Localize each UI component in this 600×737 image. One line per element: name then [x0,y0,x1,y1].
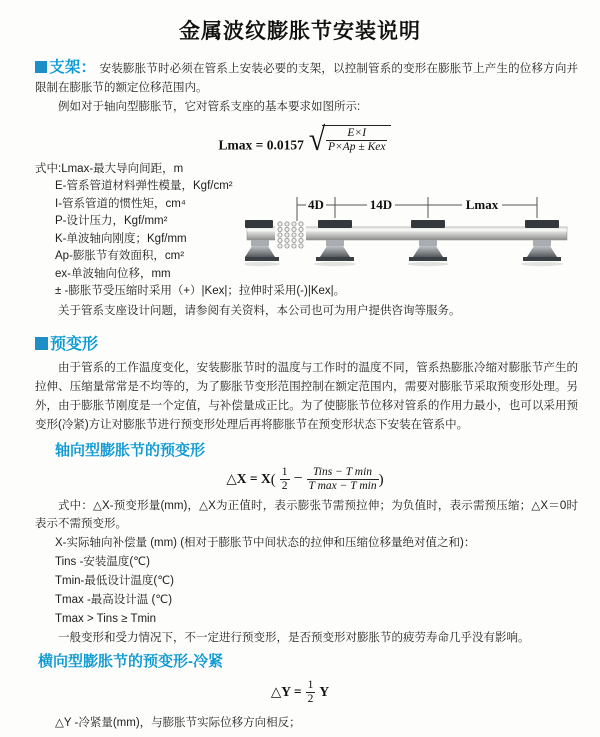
axial-frac-denominator: T max − T min [308,479,377,492]
open-paren: ( [270,471,276,488]
half-numerator: 1 [281,465,288,478]
page-title: 金属波纹膨胀节安装说明 [179,20,421,43]
axial-subsection-heading: 轴向型膨胀节的预变形 [55,441,206,459]
bellows-icon [275,221,306,247]
axial-definition-list [0,534,600,629]
radical-sign: √ [308,121,326,158]
definition-line: Tmax > Tins ≥ Tmin [55,612,156,625]
lateral-formula-rhs: Y [319,683,330,699]
axial-note: 一般变形和受力情况下，不一定进行预变形，是否预变形对膨胀节的疲劳寿命几乎没有影响。 [58,631,530,644]
pipe-support-diagram [245,191,590,271]
definition-line: K-单波轴向刚度；Kgf/mm [55,232,187,245]
definition-line: X-实际轴向补偿量 (mm) (相对于膨胀节中间状态的拉伸和压缩位移量绝对值之和)： [55,536,476,549]
preform-heading-text: 预变形 [50,335,99,353]
definition-line: 式中:Lmax-最大导向间距，m [35,162,184,175]
definitions-and-diagram [0,161,600,301]
support-intro-paragraph [35,58,578,98]
minus-sign: − [293,469,303,487]
dimension-lines [297,197,537,221]
preform-section-heading [35,331,578,354]
lmax-formula-numerator: E×I [347,127,367,139]
lateral-frac-denominator: 2 [307,692,314,705]
definition-line: Tmax -最高设计温 (℃) [55,593,173,606]
lmax-formula-denominator: P×Ap ± Kex [327,141,386,153]
dimension-label-4d: 4D [308,196,324,212]
lateral-note: △Y -冷紧量(mm)，与膨胀节实际位移方向相反； [55,716,301,729]
lateral-subsection-heading: 横向型膨胀节的预变形-冷紧 [38,652,223,670]
definition-line: I-管系管道的惯性矩，cm⁴ [55,197,186,210]
axial-explain-paragraph: 式中：△X-预变形量(mm)，△X为正值时，表示膨张节需预拉伸；为负值时，表示需预压缩；△X＝0时表示不需预变形。 [35,499,578,530]
half-denominator: 2 [281,479,288,492]
support-example-line: 例如对于轴向型膨胀节，它对管系支座的基本要求如图所示: [58,101,361,113]
section-bullet-icon [35,61,47,73]
definition-line: ± -膨胀节受压缩时采用（+）|Kex|；拉伸时采用(-)|Kex|。 [55,285,346,297]
lateral-formula [0,679,600,706]
close-paren: ) [378,471,384,488]
definition-line: P-设计压力，Kgf/mm² [55,215,168,227]
axial-formula-lhs: △X = X [226,470,271,486]
axial-formula [10,466,600,493]
support-note: 关于管系支座设计问题，请参阅有关资料，本公司也可为用户提供咨询等服务。 [58,304,461,317]
pipe-support [314,220,356,266]
dimension-label-lmax: Lmax [465,196,499,212]
lateral-frac-numerator: 1 [307,678,314,691]
definition-line: ex-单波轴向位移，mm [55,267,171,280]
dimension-label-14d: 14D [369,196,393,212]
definition-line: Ap-膨胀节有效面积，cm² [55,250,185,262]
definition-line: Tins -安装温度(℃) [55,555,150,568]
lmax-formula-lhs: Lmax = 0.0157 [218,137,304,153]
preform-body-paragraph: 由于管系的工作温度变化，安装膨胀节时的温度与工作时的温度不同，管系热膨胀冷缩对膨胀节产生的拉伸、压缩量常常是不均等的，为了膨胀节变形范围控制在额定范围内，需要对膨胀节采取预变形处理。另外，由于膨胀节刚度是一个定值，与补偿量成正比。为了使膨胀节位移对管系的作用力最小，也可以采用预变形(冷紧)方让对膨胀节进行预变形处理后再将膨胀节在预变形状态下安装在管系中。 [35,361,578,431]
definition-line: E-管系管道材料弹性模量，Kgf/cm² [55,180,233,192]
lateral-formula-lhs: △Y = [270,683,302,699]
support-intro-text: 安装膨胀节时必须在管系上安装必要的支架，以控制管系的变形在膨胀节上产生的位移方向并限制在膨胀节的额定位移范围内。 [35,63,578,94]
definition-line: Tmin-最低设计温度(℃) [55,574,174,587]
support-section-heading: 支架： [49,59,97,76]
pipe-support [407,220,449,266]
section-bullet-icon [35,337,48,350]
pipe-support [521,220,563,266]
lmax-formula [10,121,600,158]
axial-frac-numerator: Tins − T min [313,465,373,478]
